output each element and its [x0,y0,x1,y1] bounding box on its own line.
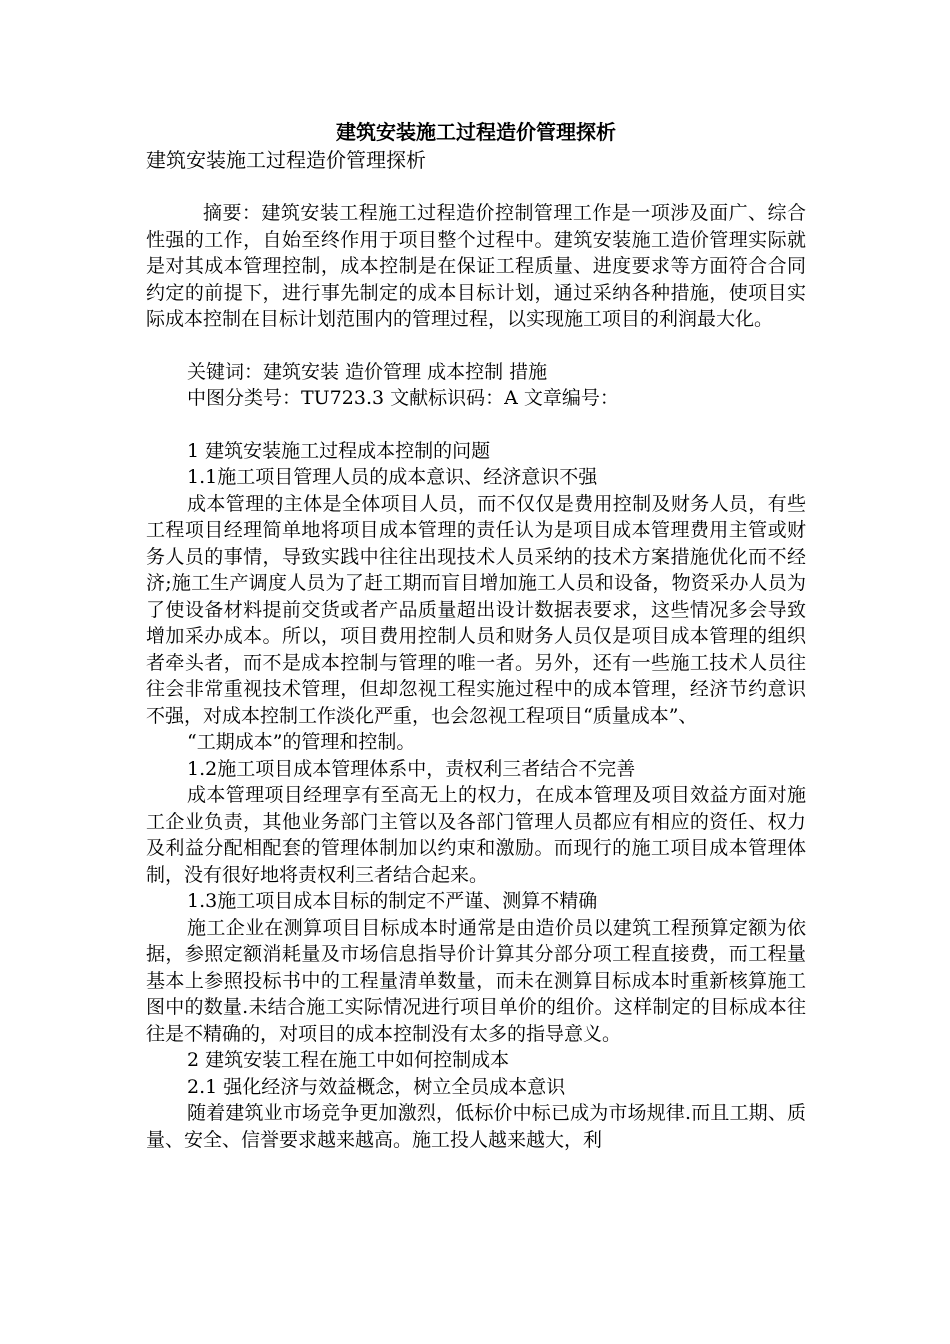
document-page [146,118,806,1153]
abstract-paragraph: 摘要：建筑安装工程施工过程造价控制管理工作是一项涉及面广、综合性强的工作，自始至终作用于项目整个过程中。建筑安装施工造价管理实际就是对其成本管理控制，成本控制是在保证工程质量、进度要求等方面符合合同约定的前提下，进行事先制定的成本目标计划，通过采纳各种措施，使项目实际成本控制在目标计划范围内的管理过程，以实现施工项目的利润最大化。 [146,202,806,330]
section-1-3-body: 施工企业在测算项目目标成本时通常是由造价员以建筑工程预算定额为依据，参照定额消耗量及市场信息指导价计算其分部分项工程直接费，而工程量基本上参照投标书中的工程量清单数量，而未在测算目标成本时重新核算施工图中的数量.未结合施工实际情况进行项目单价的组价。这样制定的目标成本往往是不精确的，对项目的成本控制没有太多的指导意义。 [146,916,806,1045]
spacer [146,412,806,438]
classification-line: 中图分类号：TU723.3 文献标识码：A 文章编号： [187,387,619,409]
section-2-1-body: 随着建筑业市场竞争更加激烈，低标价中标已成为市场规律.而且工期、质量、安全、信誉要求越来越高。施工投人越来越大，利 [146,1102,806,1151]
keywords-line: 关键词：建筑安装 造价管理 成本控制 措施 [187,360,548,383]
document-title: 建筑安装施工过程造价管理探析 [336,120,616,144]
section-1-heading: 1 建筑安装施工过程成本控制的问题 [187,439,491,462]
spacer [146,333,806,359]
section-1-2-body: 成本管理项目经理享有至高无上的权力，在成本管理及项目效益方面对施工企业负责，其他业务部门主管以及各部门管理人员都应有相应的资任、权力及利益分配相配套的管理体制加以约束和激励。而现行的施工项目成本管理体制，没有很好地将责权利三者结合起来。 [146,784,806,886]
section-1-1-continuation: “工期成本”的管理和控制。 [187,731,416,753]
document-subtitle: 建筑安装施工过程造价管理探析 [146,148,426,172]
section-1-1-body: 成本管理的主体是全体项目人员，而不仅仅是费用控制及财务人员，有些工程项目经理简单地将项目成本管理的责任认为是项目成本管理费用主管或财务人员的事情，导致实践中往往出现技术人员采纳的技术方案措施优化而不经济;施工生产调度人员为了赶工期而盲目增加施工人员和设备，物资采办人员为了使设备材料提前交货或者产品质量超出设计数据表要求，这些情况多会导致增加采办成本。所以，项目费用控制人员和财务人员仅是项目成本管理的组织者牵头者，而不是成本控制与管理的唯一者。另外，还有一些施工技术人员往往会非常重视技术管理，但却忽视工程实施过程中的成本管理，经济节约意识不强，对成本控制工作淡化严重，也会忽视工程项目“质量成本”、 [146,492,806,727]
section-1-1-heading: 1.1施工项目管理人员的成本意识、经济意识不强 [187,466,598,488]
section-2-heading: 2 建筑安装工程在施工中如何控制成本 [187,1049,510,1071]
section-1-3-heading: 1.3施工项目成本目标的制定不严谨、测算不精确 [187,890,598,912]
section-1-2-heading: 1.2施工项目成本管理体系中，责权利三者结合不完善 [187,757,636,780]
section-2-1-heading: 2.1 强化经济与效益概念，树立全员成本意识 [187,1075,566,1098]
